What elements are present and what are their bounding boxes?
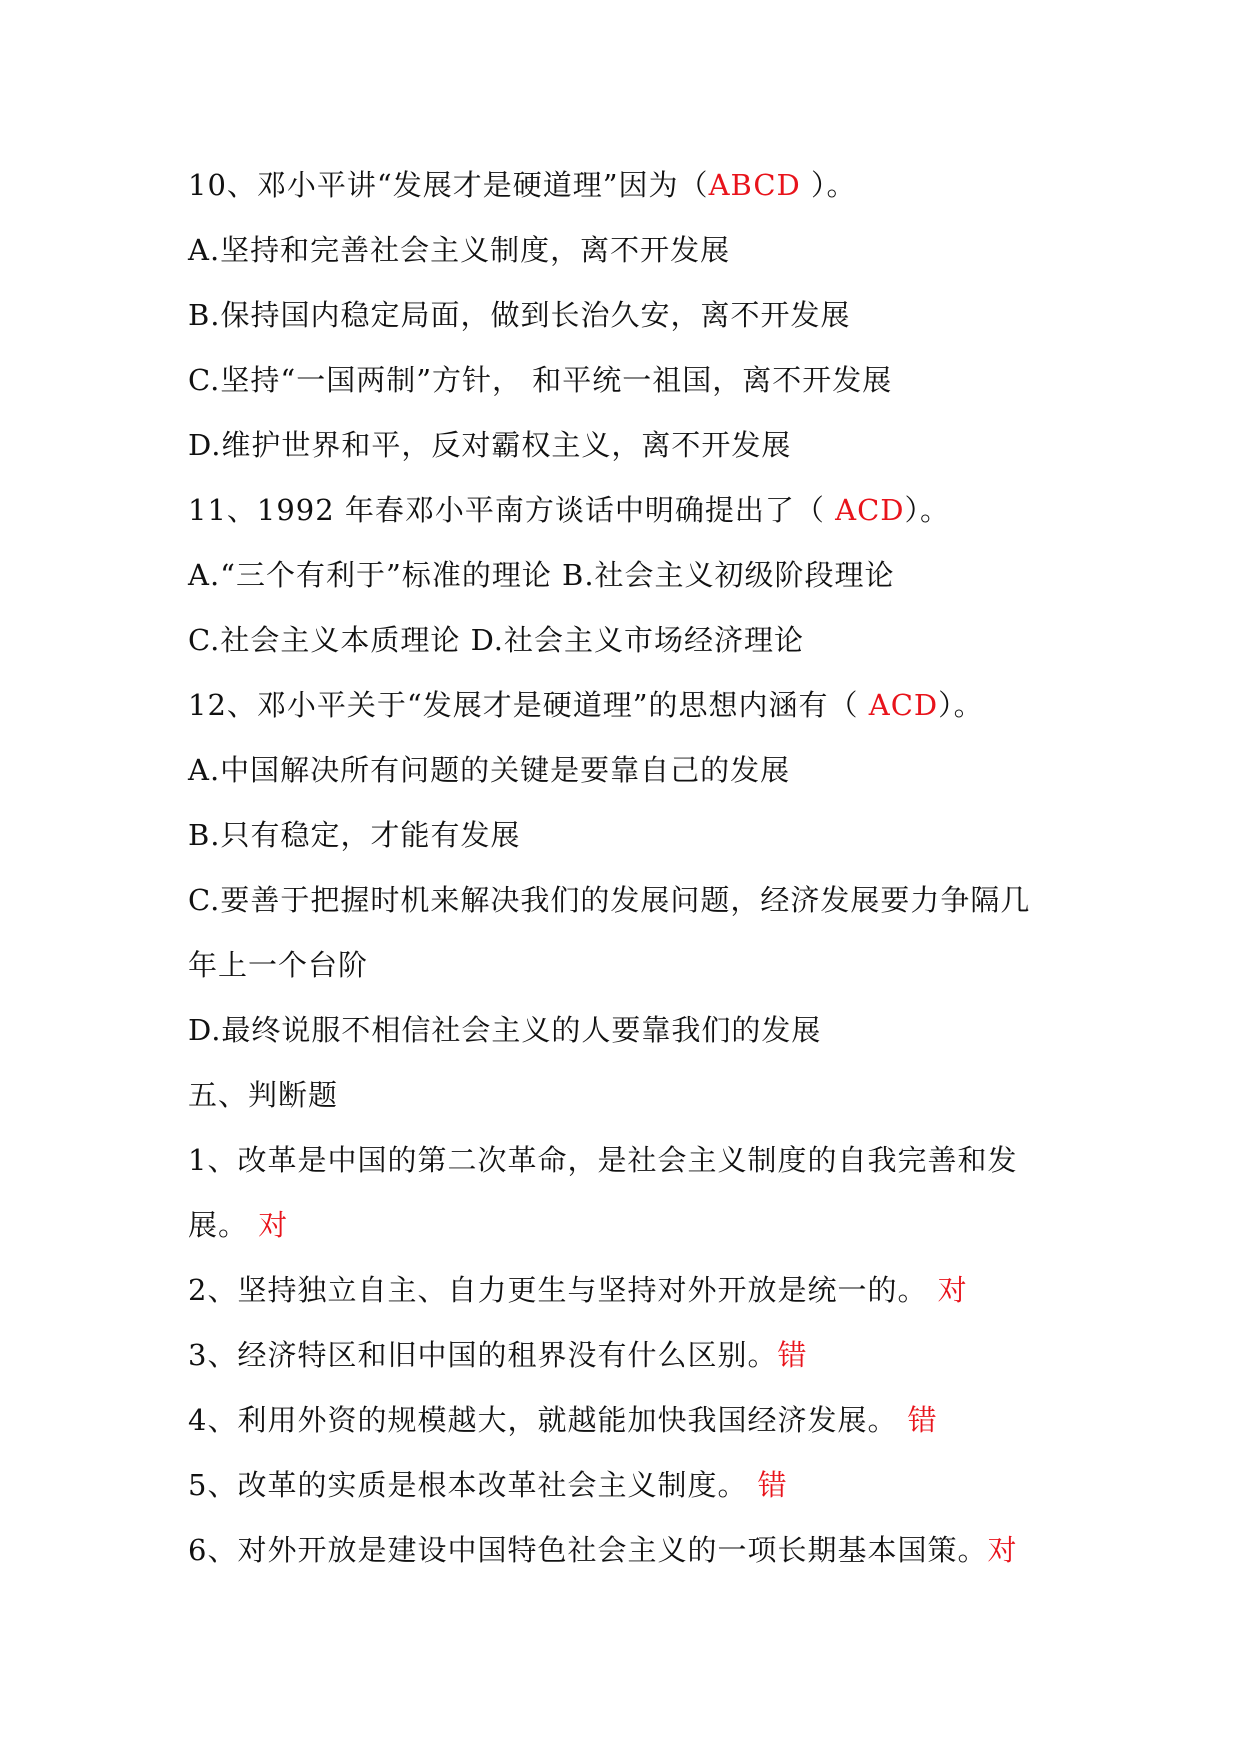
section-title: 五、判断题	[188, 1078, 339, 1112]
judgment-answer: 对	[258, 1208, 289, 1242]
question-12-stem	[188, 673, 1068, 738]
judgment-answer: 错	[777, 1338, 808, 1372]
answer-text: ACD	[835, 493, 905, 527]
judgment-item	[188, 1453, 1068, 1518]
judgment-item	[188, 1258, 1068, 1323]
judgment-item	[188, 1128, 1068, 1193]
question-11-stem	[188, 478, 1068, 543]
judgment-answer: 错	[757, 1468, 788, 1502]
judgment-item	[188, 1388, 1068, 1453]
judgment-answer: 对	[987, 1533, 1018, 1567]
judgment-text: 6、对外开放是建设中国特色社会主义的一项长期基本国策。	[188, 1533, 988, 1567]
judgment-answer: 错	[907, 1403, 938, 1437]
question-11-options-ab: A.“三个有利于”标准的理论 B.社会主义初级阶段理论	[188, 558, 895, 592]
question-stem-text: 11、1992 年春邓小平南方谈话中明确提出了（	[188, 493, 836, 527]
question-10-option-b: B.保持国内稳定局面，做到长治久安，离不开发展	[188, 298, 851, 332]
question-12-option-d: D.最终说服不相信社会主义的人要靠我们的发展	[188, 1013, 822, 1047]
judgment-text: 2、坚持独立自主、自力更生与坚持对外开放是统一的。	[188, 1273, 938, 1307]
judgment-text: 4、利用外资的规模越大，就越能加快我国经济发展。	[188, 1403, 908, 1437]
question-stem-end: ）。	[938, 688, 984, 722]
judgment-item	[188, 1323, 1068, 1388]
question-stem-end: ）。	[904, 493, 951, 527]
judgment-text: 展。	[188, 1208, 259, 1242]
answer-text: ABCD	[708, 168, 812, 202]
question-stem-end: ）。	[811, 168, 857, 202]
question-12-option-a: A.中国解决所有问题的关键是要靠自己的发展	[188, 753, 791, 787]
question-10-option-c: C.坚持“一国两制”方针， 和平统一祖国，离不开发展	[188, 363, 893, 397]
question-11-options-cd: C.社会主义本质理论 D.社会主义市场经济理论	[188, 623, 805, 657]
question-stem-text: 10、邓小平讲“发展才是硬道理”因为（	[188, 168, 709, 202]
question-12-option-c: C.要善于把握时机来解决我们的发展问题，经济发展要力争隔几	[188, 883, 1031, 917]
judgment-answer: 对	[937, 1273, 968, 1307]
judgment-text: 1、改革是中国的第二次革命，是社会主义制度的自我完善和发	[188, 1143, 1018, 1177]
judgment-item	[188, 1518, 1068, 1583]
question-10-option-d: D.维护世界和平，反对霸权主义，离不开发展	[188, 428, 792, 462]
question-10-stem	[188, 153, 1068, 218]
document-body	[188, 153, 1068, 1583]
judgment-text: 3、经济特区和旧中国的租界没有什么区别。	[188, 1338, 778, 1372]
question-stem-text: 12、邓小平关于“发展才是硬道理”的思想内涵有（	[188, 688, 869, 722]
question-12-option-c-continued: 年上一个台阶	[188, 948, 369, 982]
judgment-item	[188, 1193, 1068, 1258]
question-10-option-a: A.坚持和完善社会主义制度，离不开发展	[188, 233, 731, 267]
answer-text: ACD	[868, 688, 939, 722]
judgment-text: 5、改革的实质是根本改革社会主义制度。	[188, 1468, 758, 1502]
question-12-option-b: B.只有稳定，才能有发展	[188, 818, 521, 852]
